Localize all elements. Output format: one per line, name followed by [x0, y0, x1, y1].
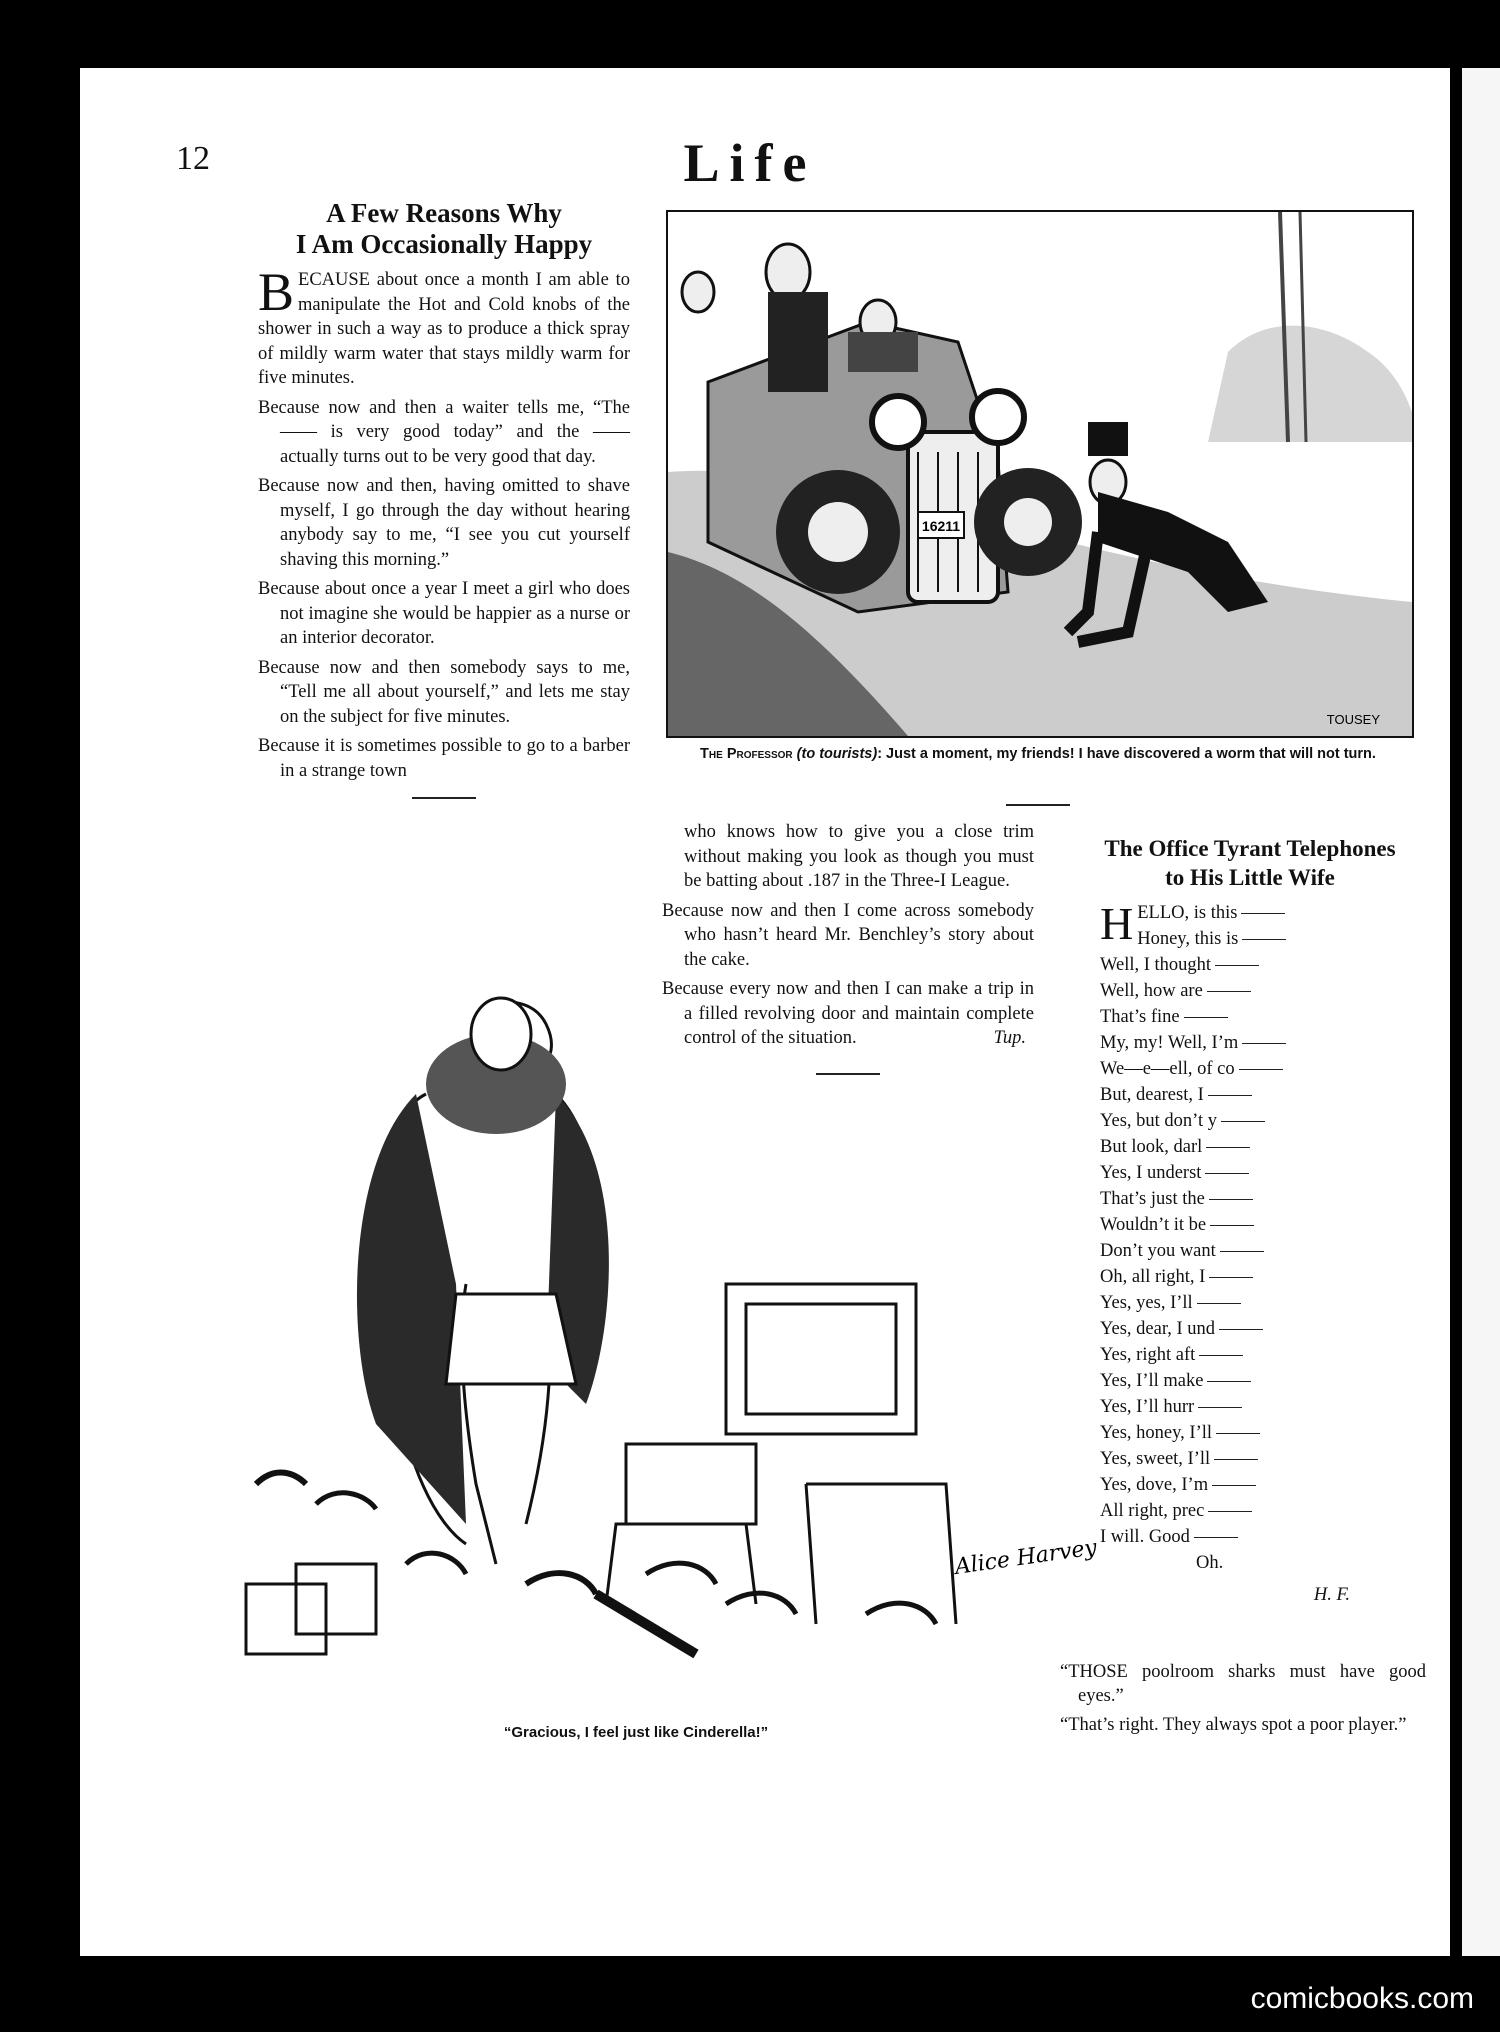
article-paragraph: Because now and then somebody says to me, “Tell me all about yourself,” and lets me stay on the subject for five minutes.	[258, 657, 630, 727]
dialogue-line	[1100, 1134, 1400, 1160]
dialogue-text: But, dearest, I	[1100, 1085, 1204, 1105]
em-dash-rule	[1206, 1147, 1250, 1148]
dialogue-text: Yes, dear, I und	[1100, 1319, 1216, 1339]
dialogue-text: Well, how are	[1100, 981, 1203, 1001]
em-dash-rule	[1242, 939, 1286, 940]
em-dash-rule	[1242, 1043, 1286, 1044]
dialogue-line	[1100, 978, 1400, 1004]
cartoon-illustration	[668, 212, 1412, 736]
dialogue-text: Oh.	[1196, 1553, 1224, 1573]
dialogue-line	[1100, 1030, 1400, 1056]
cinderella-cartoon-caption: “Gracious, I feel just like Cinderella!”	[503, 1724, 769, 1741]
dialogue-text: Yes, sweet, I’ll	[1100, 1449, 1211, 1469]
dialogue-line	[1100, 1264, 1400, 1290]
em-dash-rule	[1208, 1095, 1252, 1096]
em-dash-rule	[1205, 1173, 1249, 1174]
em-dash-rule	[1184, 1017, 1228, 1018]
source-watermark: comicbooks.com	[1250, 1982, 1474, 2015]
article-signature: Tup.	[993, 1028, 1026, 1048]
dialogue-text: I will. Good	[1100, 1527, 1190, 1547]
artist-signature: Alice Harvey	[953, 1535, 1099, 1580]
em-dash-rule	[1239, 1069, 1283, 1070]
em-dash-rule	[1219, 1329, 1263, 1330]
em-dash-rule	[1220, 1251, 1264, 1252]
joke-line: “THOSE poolroom sharks must have good eyes.”	[1060, 1662, 1426, 1706]
dialogue-line	[1100, 926, 1400, 952]
dialogue-text: Honey, this is	[1137, 929, 1239, 949]
dialogue-line	[1100, 1004, 1400, 1030]
dialogue-text: Yes, honey, I’ll	[1100, 1423, 1213, 1443]
article-happy-reasons	[258, 198, 630, 799]
em-dash-rule	[1194, 1537, 1238, 1538]
paragraph-text: Because every now and then I can make a trip in a filled revolving door and maintain complete control of the situation.	[662, 979, 1034, 1048]
em-dash-rule	[1212, 1485, 1256, 1486]
dialogue-text: We—e—ell, of co	[1100, 1059, 1235, 1079]
dialogue-line	[1100, 1368, 1400, 1394]
article-paragraph: Because now and then I come across somebody who hasn’t heard Mr. Benchley’s story about the cake.	[662, 900, 1034, 970]
article-paragraph: Because about once a year I meet a girl who does not imagine she would be happier as a nurse or an interior decorator.	[258, 579, 630, 648]
dialogue-text: Yes, I’ll make	[1100, 1371, 1204, 1391]
dialogue-lines	[1100, 900, 1400, 1576]
caption-speaker: The Professor	[700, 746, 793, 762]
caption-aside: (to tourists)	[796, 746, 878, 762]
em-dash-rule	[1207, 991, 1251, 992]
dialogue-text: All right, prec	[1100, 1501, 1205, 1521]
facing-page-edge	[1462, 68, 1500, 1956]
dialogue-line	[1100, 1290, 1400, 1316]
dialogue-line	[1100, 1420, 1400, 1446]
dialogue-text: Oh, all right, I	[1100, 1267, 1206, 1287]
article-paragraph: Because it is sometimes possible to go to a barber in a strange town	[258, 736, 630, 781]
dialogue-line	[1100, 1342, 1400, 1368]
dialogue-line	[1100, 1472, 1400, 1498]
dialogue-text: Yes, but don’t y	[1100, 1111, 1218, 1131]
em-dash-rule	[1208, 1511, 1252, 1512]
dialogue-line	[1100, 1212, 1400, 1238]
article-title-line2: I Am Occasionally Happy	[295, 229, 593, 259]
dialogue-line	[1100, 1160, 1400, 1186]
dialogue-text: Don’t you want	[1100, 1241, 1216, 1261]
dialogue-line	[1100, 1108, 1400, 1134]
dialogue-text: My, my! Well, I’m	[1100, 1033, 1239, 1053]
dialogue-text: Yes, I underst	[1100, 1163, 1202, 1183]
poolroom-joke	[1060, 1660, 1426, 1742]
dialogue-line	[1100, 952, 1400, 978]
dialogue-line	[1100, 1082, 1400, 1108]
dialogue-line	[1100, 1316, 1400, 1342]
joke-line: “That’s right. They always spot a poor player.”	[1060, 1715, 1407, 1735]
em-dash-rule	[1209, 1199, 1253, 1200]
dialogue-line	[1100, 1524, 1400, 1550]
article-signature: H. F.	[1313, 1585, 1350, 1605]
dialogue-line	[1100, 1238, 1400, 1264]
article-paragraph: Because now and then a waiter tells me, “The —— is very good today” and the —— actually turns out to be very good that day.	[258, 397, 630, 467]
masthead-title: Life	[683, 133, 817, 193]
em-dash-rule	[1199, 1355, 1243, 1356]
cartoon-illustration	[226, 964, 1099, 1668]
dialogue-line	[1100, 1550, 1400, 1576]
em-dash-rule	[1216, 1433, 1260, 1434]
section-divider	[412, 797, 476, 799]
dialogue-text: That’s just the	[1100, 1189, 1205, 1209]
professor-cartoon-caption	[666, 744, 1410, 765]
license-plate: 16211	[921, 518, 961, 534]
cinderella-cartoon	[226, 964, 1099, 1668]
article-paragraph: Because now and then, having omitted to shave myself, I go through the day without hearing anybody say to me, “I see you cut yourself shaving this morning.”	[258, 476, 630, 570]
dialogue-line	[1100, 1394, 1400, 1420]
em-dash-rule	[1209, 1277, 1253, 1278]
em-dash-rule	[1215, 965, 1259, 966]
article-title	[258, 198, 630, 260]
em-dash-rule	[1241, 913, 1285, 914]
article-title: The Office Tyrant Telephones to His Little Wife	[1104, 836, 1396, 890]
dialogue-text: That’s fine	[1100, 1007, 1180, 1027]
article-office-tyrant	[1100, 834, 1400, 1608]
professor-cartoon	[666, 210, 1414, 738]
dialogue-text: But look, darl	[1100, 1137, 1203, 1157]
article-paragraph: who knows how to give you a close trim without making you look as though you must be batting about .187 in the Three-I League.	[684, 822, 1034, 891]
dialogue-text: Yes, I’ll hurr	[1100, 1397, 1195, 1417]
dialogue-line	[1100, 1186, 1400, 1212]
em-dash-rule	[1198, 1407, 1242, 1408]
artist-signature: TOUSEY	[1326, 712, 1380, 727]
paragraph-text: ECAUSE about once a month I am able to manipulate the Hot and Cold knobs of the shower in such a way as to produce a thick spray of mildly warm water that stays mildly warm for five minutes.	[258, 270, 630, 388]
em-dash-rule	[1221, 1121, 1265, 1122]
em-dash-rule	[1197, 1303, 1241, 1304]
drop-cap: H	[1100, 898, 1134, 949]
dialogue-text: Yes, yes, I’ll	[1100, 1293, 1193, 1313]
em-dash-rule	[1207, 1381, 1251, 1382]
dialogue-text: Well, I thought	[1100, 955, 1212, 975]
em-dash-rule	[1210, 1225, 1254, 1226]
article-title-line1: A Few Reasons Why	[326, 198, 562, 228]
dialogue-text: Yes, right aft	[1100, 1345, 1196, 1365]
drop-cap: B	[258, 262, 295, 322]
dialogue-text: Wouldn’t it be	[1100, 1215, 1207, 1235]
caption-text: : Just a moment, my friends! I have discovered a worm that will not turn.	[877, 746, 1376, 762]
dialogue-line	[1100, 1498, 1400, 1524]
section-divider	[1006, 804, 1070, 806]
dialogue-text: Yes, dove, I’m	[1100, 1475, 1209, 1495]
dialogue-line	[1100, 1446, 1400, 1472]
em-dash-rule	[1214, 1459, 1258, 1460]
dialogue-text: ELLO, is this	[1137, 903, 1238, 923]
page-number: 12	[176, 140, 210, 177]
article-paragraph	[258, 262, 630, 391]
dialogue-line	[1100, 1056, 1400, 1082]
